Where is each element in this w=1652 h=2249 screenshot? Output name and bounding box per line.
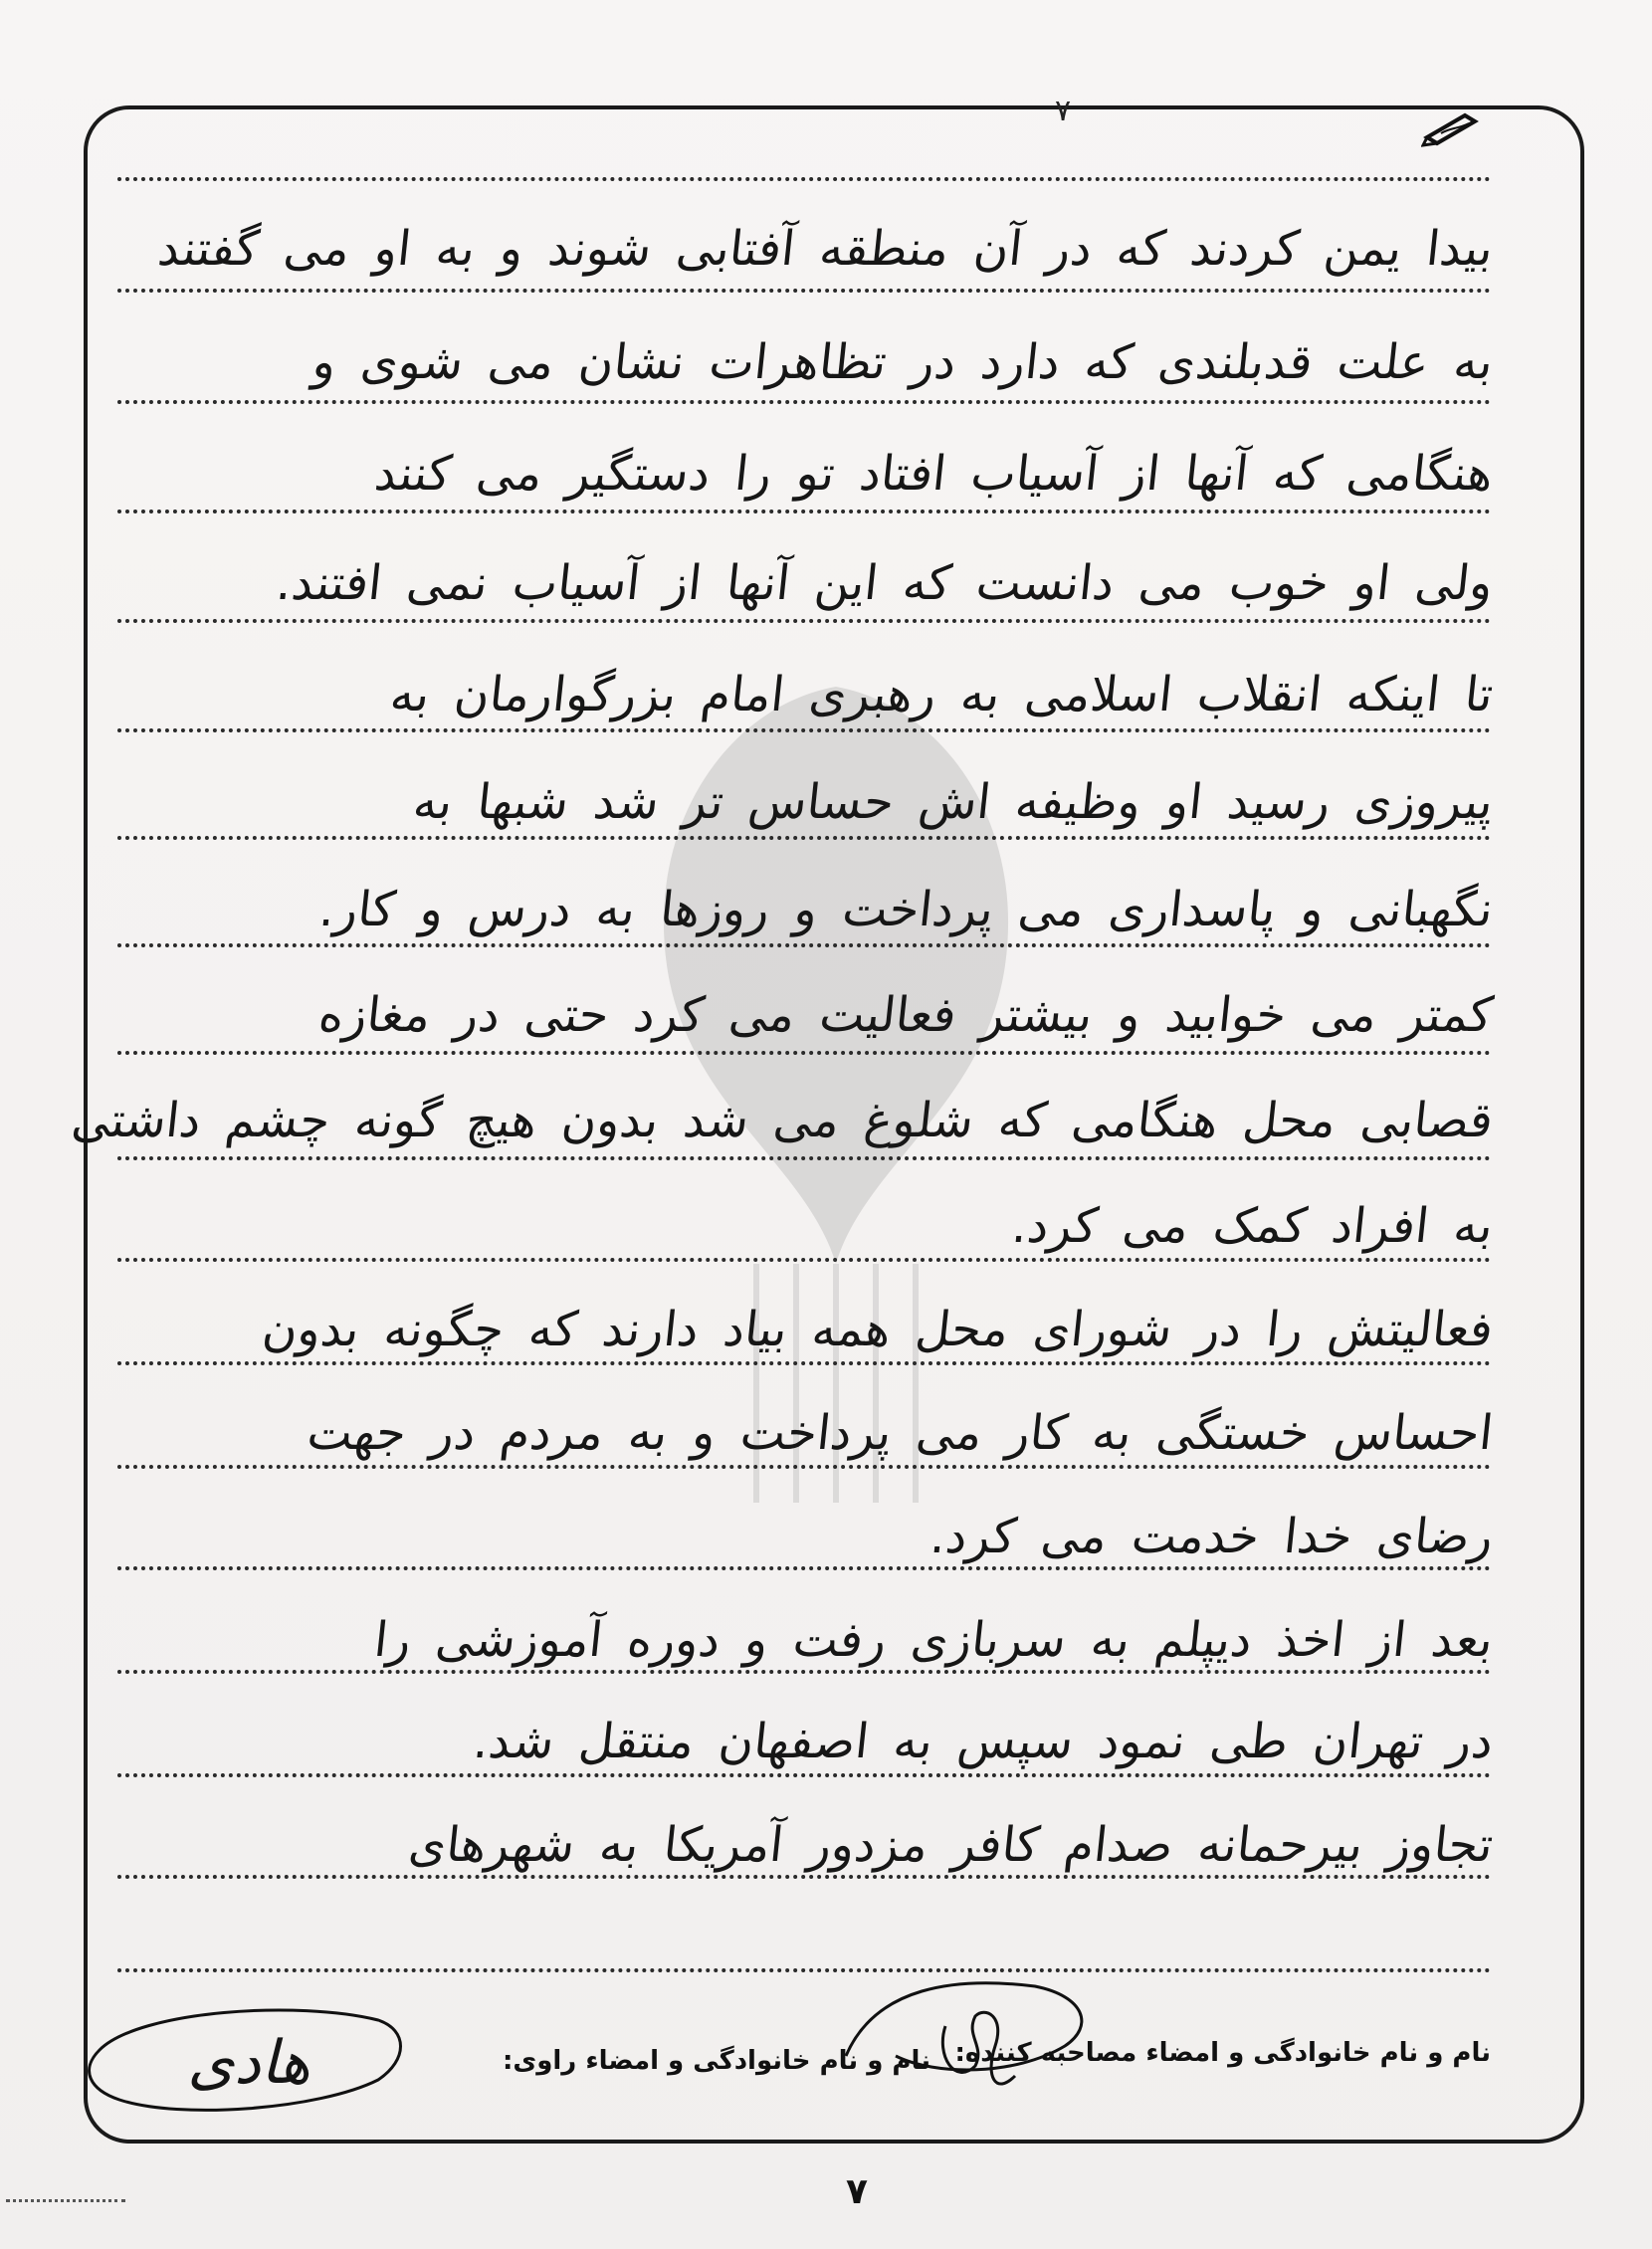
handwritten-line: بعد از اخذ دیپلم به سربازی رفت و دوره آموزشی را (371, 1612, 1496, 1668)
ruled-line (117, 508, 1491, 513)
ruled-line (117, 287, 1491, 293)
handwritten-line: ولی او خوب می دانست که این آنها از آسیاب نمی افتند. (274, 555, 1496, 611)
ruled-line (117, 1154, 1491, 1160)
ruled-line (117, 1771, 1491, 1777)
handwritten-line: به افراد کمک می کرد. (1009, 1198, 1496, 1254)
handwritten-line: رضای خدا خدمت می کرد. (928, 1509, 1496, 1564)
narrator-label: نام و نام خانوادگی و امضاء راوی: (503, 2046, 930, 2076)
ruled-line (117, 1966, 1491, 1972)
handwritten-line: فعالیتش را در شورای محل همه بیاد دارند که چگونه بدون (260, 1302, 1496, 1357)
page-number: ۷ (846, 2171, 868, 2212)
interviewer-label: نام و نام خانوادگی و امضاء مصاحبه کننده: (954, 2038, 1491, 2068)
ruled-line (117, 398, 1491, 404)
pen-icon (1421, 107, 1481, 147)
ruled-line (117, 1668, 1491, 1674)
ruled-line (117, 1359, 1491, 1365)
handwritten-line: کمتر می خوابید و بیشتر فعالیت می کرد حتی در مغازه (315, 987, 1496, 1043)
interviewer-signature (836, 1966, 1095, 2116)
handwritten-line: در تهران طی نمود سپس به اصفهان منتقل شد. (471, 1714, 1496, 1769)
narrator-name: هادی (187, 2028, 310, 2098)
margin-dots (6, 2199, 125, 2202)
handwritten-line: نگهبانی و پاسداری می پرداخت و روزها به درس و کار. (316, 882, 1496, 937)
header-number: ۷ (1055, 94, 1072, 128)
handwritten-line: بیدا یمن کردند که در آن منطقه آفتابی شوند و به او می گفتند (154, 221, 1496, 277)
ruled-line (117, 1256, 1491, 1262)
handwritten-line: پیروزی رسید او وظیفه اش حساس تر شد شبها به (410, 774, 1496, 830)
ruled-line (117, 617, 1491, 623)
ruled-line (117, 834, 1491, 840)
ruled-line (117, 1463, 1491, 1469)
handwritten-line: قصابی محل هنگامی که شلوغ می شد بدون هیچ گونه چشم داشتی (69, 1093, 1496, 1148)
handwritten-line: احساس خستگی به کار می پرداخت و به مردم در جهت (305, 1405, 1496, 1461)
ruled-line (117, 1049, 1491, 1055)
ruled-line (117, 175, 1491, 181)
ruled-line (117, 1873, 1491, 1879)
handwritten-line: هنگامی که آنها از آسیاب افتاد تو را دستگیر می کنند (371, 446, 1496, 502)
handwritten-line: به علت قدبلندی که دارد در تظاهرات نشان می شوی و (310, 334, 1496, 390)
ruled-line (117, 726, 1491, 732)
ruled-line (117, 941, 1491, 947)
handwritten-line: تا اینکه انقلاب اسلامی به رهبری امام بزرگوارمان به (387, 667, 1496, 722)
handwritten-line: تجاوز بیرحمانه صدام کافر مزدور آمریکا به شهرهای (406, 1817, 1496, 1873)
ruled-line (117, 1564, 1491, 1570)
